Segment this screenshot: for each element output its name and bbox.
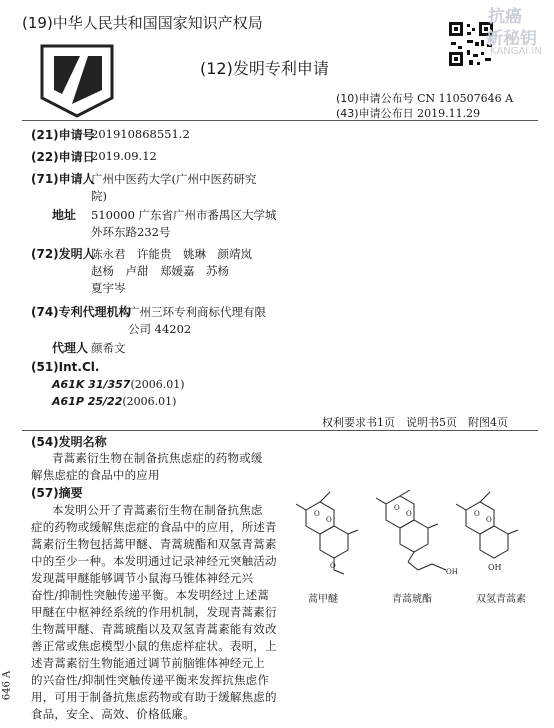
svg-text:OH: OH <box>488 563 502 572</box>
ipc-entry-2 <box>52 395 176 408</box>
ipc2-date: (2006.01) <box>122 395 177 408</box>
agency-label: (74)专利代理机构 <box>31 305 131 319</box>
structure-label-dihydroartemisinin: 双氢青蒿素 <box>476 594 526 605</box>
pub-date-value: 2019.11.29 <box>417 107 481 120</box>
abstract-line: 生物蒿甲醚、青蒿琥酯以及双氢青蒿素能有效改 <box>31 622 277 636</box>
abstract-line: 本发明公开了青蒿素衍生物在制备抗焦虑 <box>52 503 263 517</box>
ipc1-date: (2006.01) <box>130 378 185 391</box>
ipc1-code: A61K 31/357 <box>52 378 131 391</box>
address-line1: 510000 广东省广州市番禺区大学城 <box>91 208 277 222</box>
chemical-structures-figure <box>286 490 546 580</box>
agency-line2: 公司 44202 <box>128 322 192 336</box>
address-line2: 外环东路232号 <box>91 225 171 239</box>
cnipa-logo-icon <box>32 38 122 120</box>
inventors-line3: 夏宇岑 <box>91 281 126 295</box>
applicant-line1: 广州中医药大学(广州中医药研究 <box>91 172 257 186</box>
inventors-line1: 陈永君 许能贵 姚琳 颜靖岚 <box>91 247 252 261</box>
abstract-line: 中的至少一种。本发明通过记录神经元突触活动 <box>31 554 277 568</box>
pub-no-value: CN 110507646 A <box>417 92 514 105</box>
abstract-line: 的兴奋性/抑制性突触传递平衡来发挥抗焦虑作 <box>31 673 270 687</box>
svg-text:O: O <box>486 516 492 524</box>
pub-no-label: (10)申请公布号 <box>336 92 414 105</box>
address-label: 地址 <box>52 208 77 222</box>
abstract-line: 蒿素衍生物包括蒿甲醚、青蒿琥酯和双氢青蒿素 <box>31 537 277 551</box>
ipc-label: (51)Int.Cl. <box>31 360 100 374</box>
svg-text:OH: OH <box>446 568 458 576</box>
header-rule <box>22 120 538 121</box>
pub-date-row <box>336 105 480 121</box>
title-line2: 解焦虑症的食品中的应用 <box>31 468 160 482</box>
agent-label: 代理人 <box>52 341 89 355</box>
pub-date-label: (43)申请公布日 <box>336 107 414 120</box>
abstract-line: 奋性/抑制性突触传递平衡。本发明经过上述蒿 <box>31 588 270 602</box>
structure-label-artesunate: 青蒿琥酯 <box>392 594 432 605</box>
abstract-line: 述青蒿素衍生物能通过调节前脑锥体神经元上 <box>31 656 265 670</box>
abstract-line: 症的药物或缓解焦虑症的食品中的应用，所述青 <box>31 520 277 534</box>
svg-text:O: O <box>394 504 400 512</box>
svg-text:O: O <box>406 510 412 518</box>
agent-value: 颜希文 <box>91 341 126 355</box>
applicant-line2: 院) <box>91 189 107 203</box>
document-type: (12)发明专利申请 <box>200 59 329 78</box>
abstract-line: 甲醚在中枢神经系统的作用机制，发现青蒿素衍 <box>31 605 277 619</box>
abstract-label: (57)摘要 <box>31 486 83 500</box>
side-pub-code: 646 A <box>1 670 13 701</box>
watermark-url: KANGAI.IN <box>490 46 542 57</box>
abstract-line: 善正常或焦虑模型小鼠的焦虑样症状。表明，上 <box>31 639 277 653</box>
app-date-label: (22)申请日 <box>31 150 95 164</box>
title-line1: 青蒿素衍生物在制备抗焦虑症的药物或缓 <box>52 451 263 465</box>
artemether-structure-icon <box>296 492 358 574</box>
app-date-value: 2019.09.12 <box>91 149 157 163</box>
inventors-label: (72)发明人 <box>31 247 95 261</box>
artesunate-structure-icon <box>376 490 458 576</box>
dihydroartemisinin-structure-icon <box>456 492 518 572</box>
svg-text:O: O <box>314 510 320 518</box>
svg-text:O: O <box>330 562 336 570</box>
office-name: (19)中华人民共和国国家知识产权局 <box>22 14 263 32</box>
ipc-entry-1 <box>52 378 185 391</box>
watermark-line2: 新秘钥 <box>486 29 537 49</box>
section-rule <box>22 430 538 431</box>
applicant-label: (71)申请人 <box>31 172 95 186</box>
svg-text:O: O <box>326 516 332 524</box>
structure-label-artemether: 蒿甲醚 <box>308 594 338 605</box>
ipc2-code: A61P 25/22 <box>52 395 123 408</box>
app-no-label: (21)申请号 <box>31 128 95 142</box>
abstract-line: 食品，安全、高效、价格低廉。 <box>31 707 195 721</box>
agency-line1: 广州三环专利商标代理有限 <box>128 305 266 319</box>
inventors-line2: 赵杨 卢甜 郑媛嘉 苏杨 <box>91 264 229 278</box>
abstract-line: 发现蒿甲醚能够调节小鼠海马锥体神经元兴 <box>31 571 254 585</box>
svg-text:O: O <box>474 510 480 518</box>
title-label: (54)发明名称 <box>31 435 107 449</box>
pub-no-row <box>336 90 513 106</box>
abstract-line: 用，可用于制备抗焦虑药物或有助于缓解焦虑的 <box>31 690 277 704</box>
claims-summary: 权利要求书1页 说明书5页 附图4页 <box>322 416 508 429</box>
app-no-value: 201910868551.2 <box>91 127 190 141</box>
watermark-line1: 抗癌 <box>488 7 522 27</box>
